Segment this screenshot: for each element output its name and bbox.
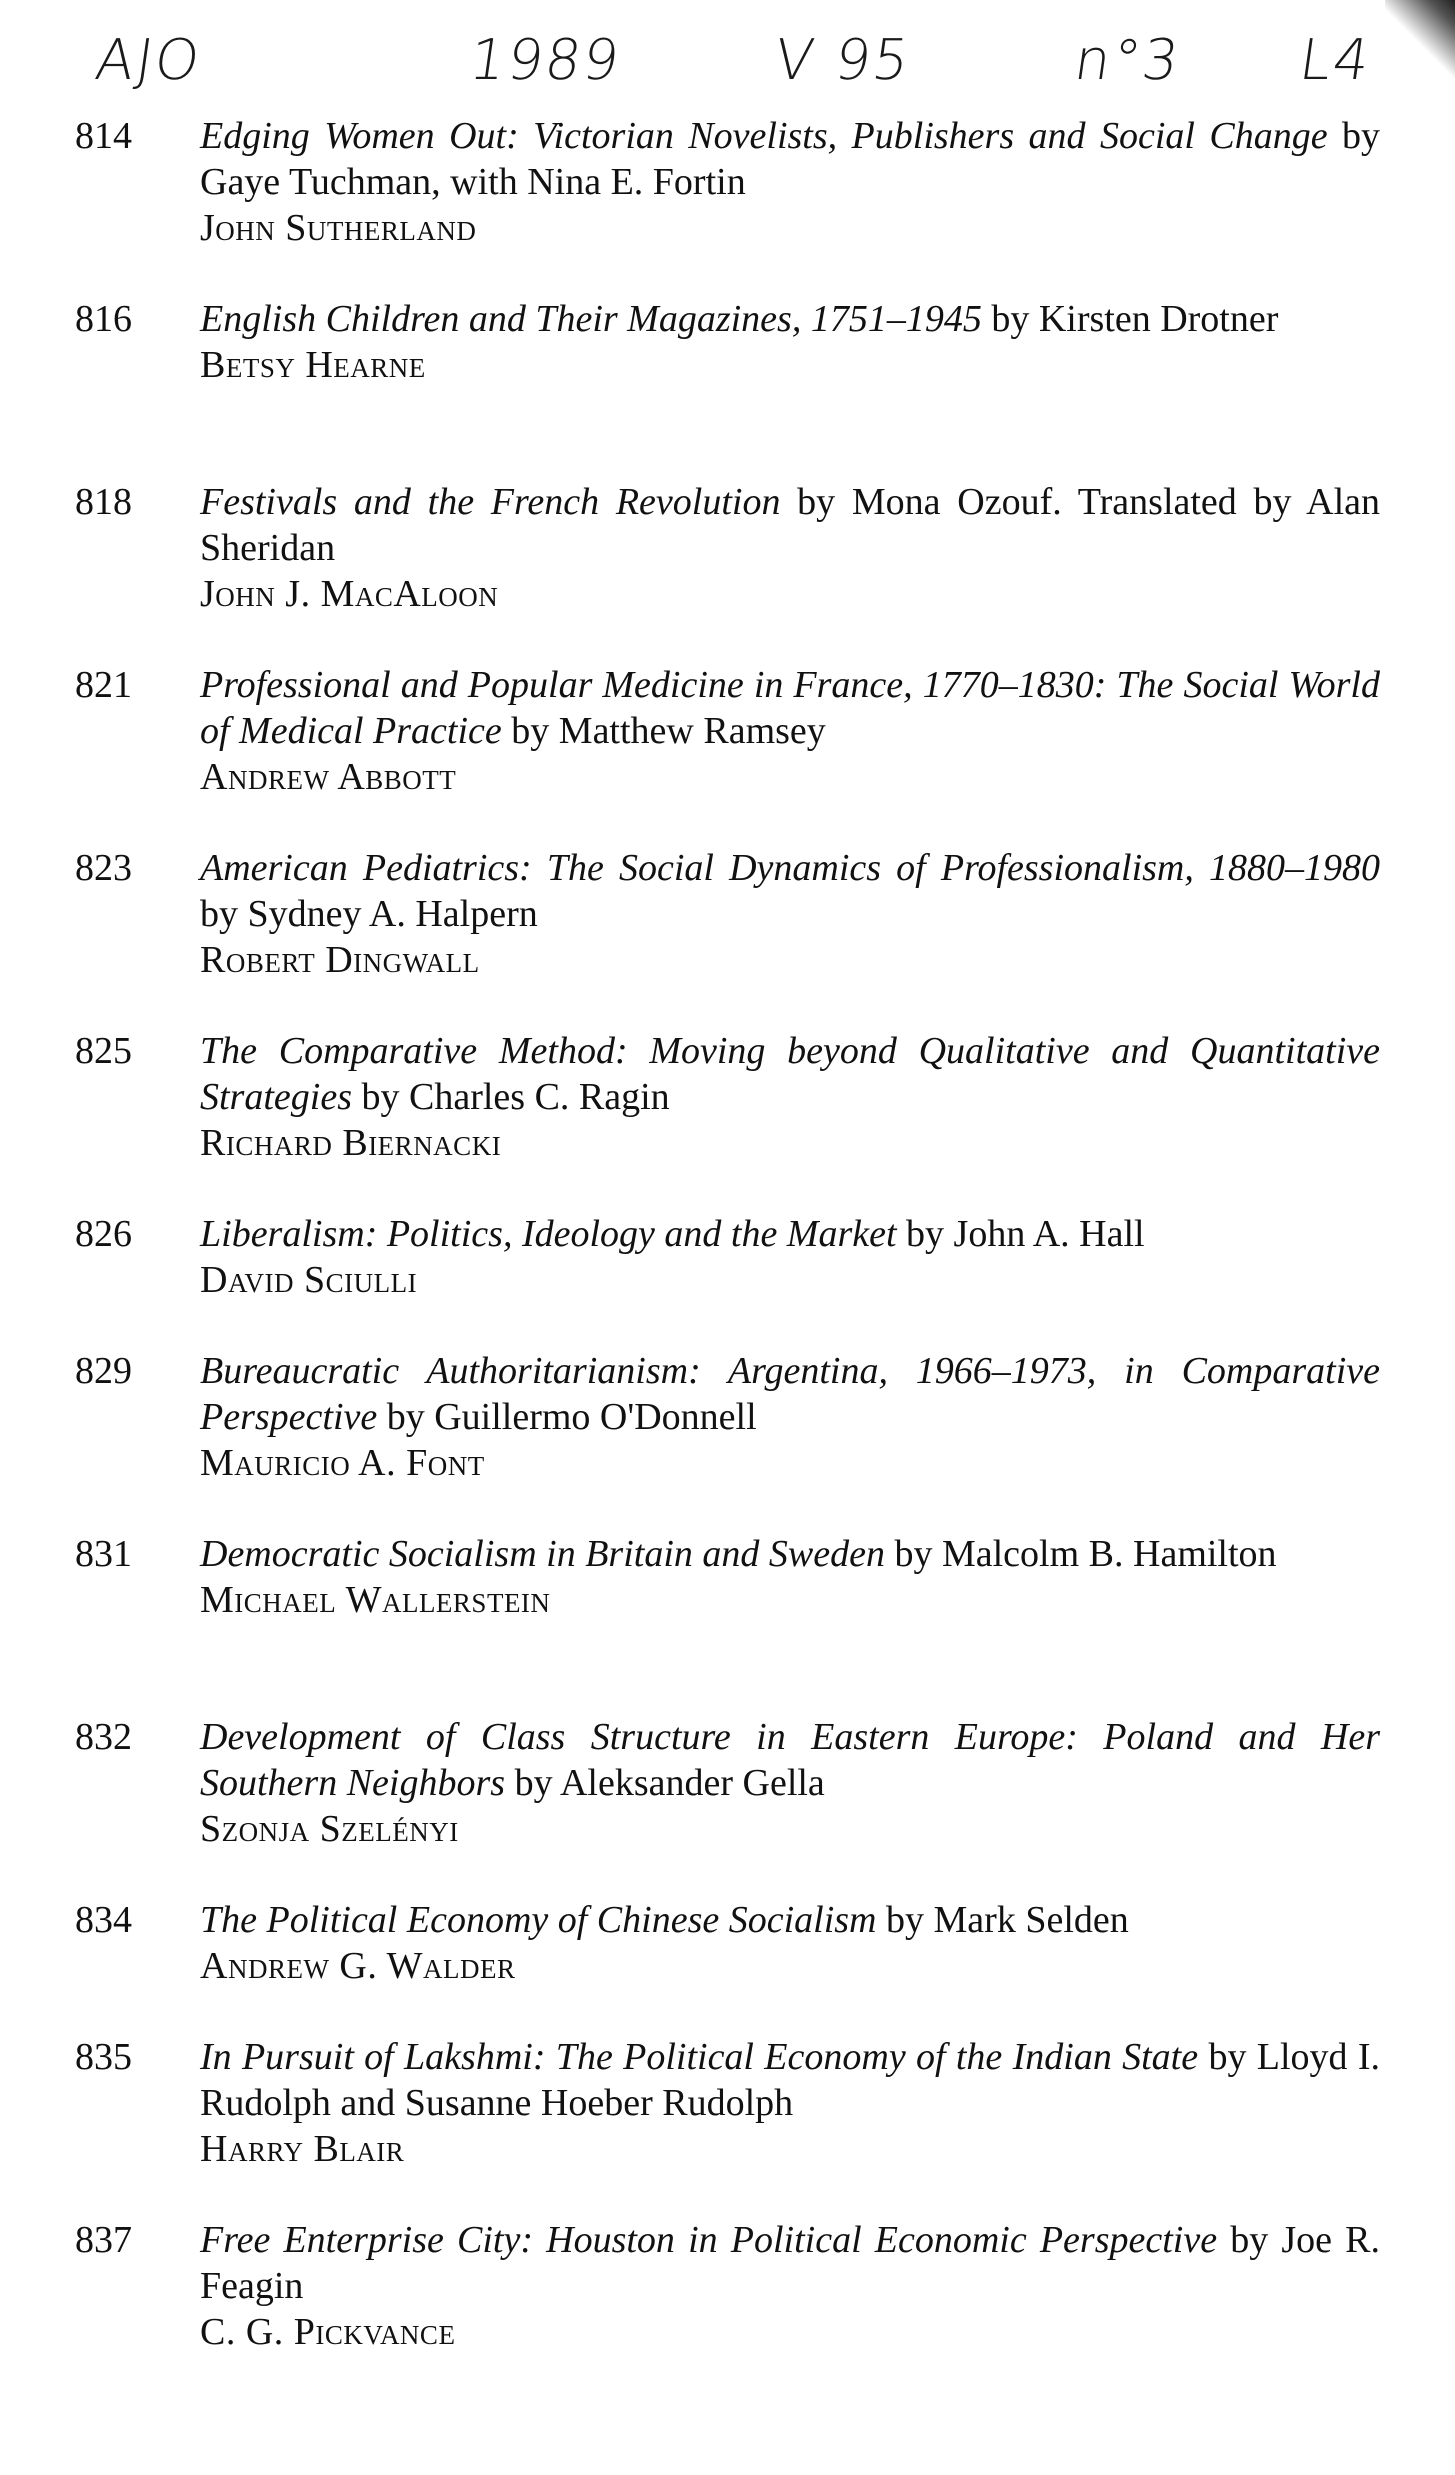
reviewer-name: Harry Blair: [200, 2128, 405, 2170]
book-citation: [200, 845, 1380, 937]
book-title: Liberalism: Politics, Ideology and the Market: [200, 1213, 897, 1255]
handwritten-journal-mark: AJO: [91, 28, 206, 93]
entry-body: [200, 479, 1380, 617]
entry-body: [200, 1897, 1380, 1989]
book-citation: [200, 479, 1380, 571]
review-entry: [0, 479, 1455, 662]
book-citation: [200, 1211, 1380, 1257]
reviewer-name: Andrew Abbott: [200, 756, 457, 798]
handwritten-year: 1989: [465, 28, 626, 93]
reviewer-name: Andrew G. Walder: [200, 1945, 516, 1987]
review-entry: [0, 1714, 1455, 1897]
page-number: 834: [75, 1899, 132, 1941]
book-title: English Children and Their Magazines, 1751–1945: [200, 298, 982, 340]
reviewer-name: Michael Wallerstein: [200, 1579, 551, 1621]
reviewer-name: Richard Biernacki: [200, 1122, 502, 1164]
entry-body: [200, 296, 1380, 388]
reviewer-name: Szonja Szelényi: [200, 1808, 459, 1850]
book-citation: [200, 1714, 1380, 1806]
book-citation: [200, 662, 1380, 754]
page-number: 818: [75, 481, 132, 523]
review-entry: [0, 2034, 1455, 2217]
review-entry: [0, 1531, 1455, 1714]
page-number: 826: [75, 1213, 132, 1255]
review-entry: [0, 1348, 1455, 1531]
book-author: by Gaye Tuchman, with Nina E. Fortin: [200, 115, 1380, 203]
book-citation: [200, 1531, 1380, 1577]
book-title: Bureaucratic Authoritarianism: Argentina, 1966–1973, in Comparative Perspective: [200, 1350, 1380, 1438]
book-author: by Sydney A. Halpern: [200, 893, 538, 935]
page-number: 821: [75, 664, 132, 706]
entry-body: [200, 1531, 1380, 1623]
book-author: by Aleksander Gella: [505, 1762, 825, 1804]
entry-body: [200, 2034, 1380, 2172]
book-title: Festivals and the French Revolution: [200, 481, 781, 523]
review-entry: [0, 1897, 1455, 2034]
book-citation: [200, 1028, 1380, 1120]
entry-body: [200, 2217, 1380, 2355]
entry-body: [200, 845, 1380, 983]
entry-body: [200, 1714, 1380, 1852]
book-title: The Political Economy of Chinese Socialism: [200, 1899, 877, 1941]
review-entry: [0, 845, 1455, 1028]
page-number: 829: [75, 1350, 132, 1392]
book-author: by John A. Hall: [896, 1213, 1145, 1255]
page-number: 816: [75, 298, 132, 340]
book-title: In Pursuit of Lakshmi: The Political Economy of the Indian State: [200, 2036, 1199, 2078]
reviewer-name: Betsy Hearne: [200, 344, 426, 386]
reviewer-name: Robert Dingwall: [200, 939, 480, 981]
book-citation: [200, 1348, 1380, 1440]
book-title: Free Enterprise City: Houston in Political Economic Perspective: [200, 2219, 1218, 2261]
handwritten-mark: L4: [1295, 28, 1376, 93]
book-author: by Guillermo O'Donnell: [377, 1396, 757, 1438]
scan-corner-shadow: [1385, 0, 1455, 120]
page-number: 832: [75, 1716, 132, 1758]
review-entry: [0, 296, 1455, 479]
handwritten-issue: n°3: [1070, 28, 1185, 93]
page-number: 837: [75, 2219, 132, 2261]
review-entry: [0, 1028, 1455, 1211]
review-entry: [0, 113, 1455, 296]
book-title: Development of Class Structure in Eastern Europe: Poland and Her Southern Neighbors: [200, 1716, 1380, 1804]
book-author: by Joe R. Feagin: [200, 2219, 1381, 2307]
reviewer-name: John Sutherland: [200, 207, 477, 249]
entry-body: [200, 1028, 1380, 1166]
review-entry: [0, 2217, 1455, 2400]
book-author: by Mark Selden: [876, 1899, 1129, 1941]
book-citation: [200, 1897, 1380, 1943]
book-title: The Comparative Method: Moving beyond Qualitative and Quantitative Strategies: [200, 1030, 1380, 1118]
page-number: 823: [75, 847, 132, 889]
entry-body: [200, 1348, 1380, 1486]
book-author: by Mona Ozouf. Translated by Alan Sheridan: [200, 481, 1381, 569]
page-number: 814: [75, 115, 132, 157]
reviewer-name: C. G. Pickvance: [200, 2311, 456, 2353]
page-number: 825: [75, 1030, 132, 1072]
book-title: American Pediatrics: The Social Dynamics of Professionalism, 1880–1980: [200, 847, 1380, 889]
review-entry: [0, 1211, 1455, 1348]
entry-body: [200, 662, 1380, 800]
book-title: Democratic Socialism in Britain and Sweden: [200, 1533, 885, 1575]
book-citation: [200, 2217, 1380, 2309]
reviewer-name: Mauricio A. Font: [200, 1442, 485, 1484]
page-number: 835: [75, 2036, 132, 2078]
book-author: by Matthew Ramsey: [501, 710, 826, 752]
book-citation: [200, 2034, 1380, 2126]
entry-body: [200, 1211, 1380, 1303]
reviewer-name: John J. MacAloon: [200, 573, 499, 615]
review-list: [0, 113, 1455, 2400]
entry-body: [200, 113, 1380, 251]
book-author: by Kirsten Drotner: [981, 298, 1279, 340]
book-author: by Malcolm B. Hamilton: [884, 1533, 1277, 1575]
book-title: Edging Women Out: Victorian Novelists, Publishers and Social Change: [200, 115, 1328, 157]
reviewer-name: David Sciulli: [200, 1259, 418, 1301]
review-entry: [0, 662, 1455, 845]
book-author: by Charles C. Ragin: [351, 1076, 670, 1118]
page-number: 831: [75, 1533, 132, 1575]
book-citation: [200, 296, 1380, 342]
book-author: by Lloyd I. Rudolph and Susanne Hoeber Rudolph: [200, 2036, 1380, 2124]
book-citation: [200, 113, 1380, 205]
book-title: Professional and Popular Medicine in France, 1770–1830: The Social World of Medical Practice: [200, 664, 1380, 752]
handwritten-volume: V 95: [770, 28, 915, 93]
